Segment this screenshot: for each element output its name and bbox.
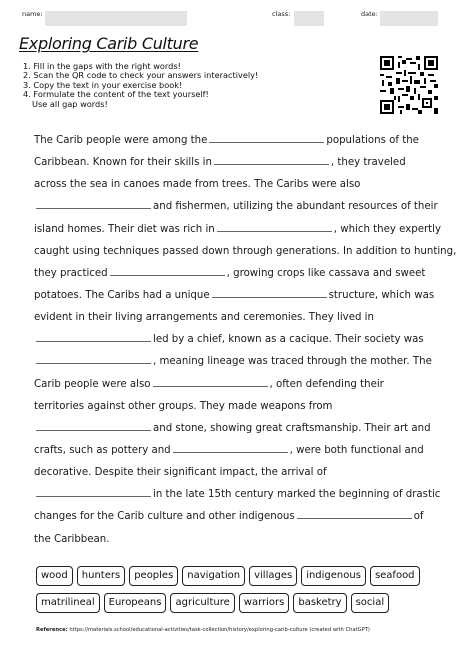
text-segment: in the late 15th century marked the beginning of drastic <box>153 489 441 501</box>
gap-blank[interactable] <box>217 222 332 232</box>
gap-blank[interactable] <box>36 199 151 209</box>
gap-blank[interactable] <box>153 377 268 387</box>
reference-text: https://materials.school/educational-activities/task-collection/history/exploring-carib-culture (created with ChatGPT) <box>69 627 370 633</box>
word-bank <box>36 566 436 620</box>
gap-blank[interactable] <box>214 155 329 165</box>
text-segment: populations of the <box>326 135 419 146</box>
word-chip[interactable]: matrilineal <box>36 593 100 613</box>
text-line <box>34 152 434 174</box>
word-bank-row-1 <box>36 566 436 586</box>
word-chip[interactable]: wood <box>36 566 73 586</box>
gap-blank[interactable] <box>36 487 151 497</box>
date-label: date: <box>361 10 378 18</box>
text-line <box>34 196 438 218</box>
text-segment: Caribbean. Known for their skills in <box>34 157 212 169</box>
text-line <box>34 374 434 396</box>
text-line <box>34 462 434 484</box>
text-line <box>34 174 434 196</box>
text-segment: decorative. Despite their significant impact, the arrival of <box>34 467 327 479</box>
text-segment: , growing crops like cassava and sweet <box>226 267 426 279</box>
word-chip[interactable]: villages <box>249 566 297 586</box>
text-line <box>34 506 434 528</box>
text-segment: , often defending their <box>269 378 384 390</box>
word-chip[interactable]: indigenous <box>301 566 366 586</box>
text-segment: island homes. Their diet was rich in <box>34 223 215 235</box>
word-chip[interactable]: peoples <box>129 566 178 586</box>
date-field[interactable] <box>380 11 438 26</box>
text-segment: they practiced <box>34 267 108 279</box>
reference-label: Reference: <box>36 627 68 633</box>
text-line <box>34 351 434 373</box>
text-segment: territories against other groups. They made weapons from <box>34 400 333 412</box>
class-label: class: <box>272 10 291 18</box>
text-line <box>34 307 434 329</box>
word-chip[interactable]: agriculture <box>170 593 234 613</box>
word-chip[interactable]: basketry <box>293 593 346 613</box>
qr-code-icon[interactable] <box>380 56 438 114</box>
text-segment: led by a chief, known as a cacique. Their society was <box>153 334 424 346</box>
gap-blank[interactable] <box>209 133 324 143</box>
instruction-1: 1. Fill in the gaps with the right words! <box>23 61 181 71</box>
word-chip[interactable]: social <box>351 593 390 613</box>
gap-blank[interactable] <box>110 266 225 276</box>
text-segment: across the sea in canoes made from trees. The Caribs were also <box>34 179 361 191</box>
name-label: name: <box>22 10 43 18</box>
text-segment: structure, which was <box>328 289 435 301</box>
gap-blank[interactable] <box>36 421 151 431</box>
instruction-2: 2. Scan the QR code to check your answers interactively! <box>23 70 259 81</box>
text-segment: and fishermen, utilizing the abundant resources of their <box>153 201 438 213</box>
text-segment: evident in their living arrangements and ceremonies. They lived in <box>34 312 374 324</box>
gap-blank[interactable] <box>297 509 412 519</box>
word-chip[interactable]: seafood <box>370 566 420 586</box>
gap-blank[interactable] <box>212 288 327 298</box>
instruction-4: 4. Formulate the content of the text yourself! <box>23 89 209 100</box>
text-segment: The Carib people were among the <box>34 135 208 146</box>
word-chip[interactable]: warriors <box>239 593 290 613</box>
text-segment: potatoes. The Caribs had a unique <box>34 289 210 301</box>
text-line <box>34 241 457 263</box>
word-chip[interactable]: Europeans <box>104 593 167 613</box>
text-segment: , they traveled <box>330 157 406 169</box>
text-segment: caught using techniques passed down through generations. In addition to hunting, <box>34 245 457 257</box>
gap-text <box>34 130 457 551</box>
word-bank-row-2 <box>36 593 436 613</box>
text-segment: and stone, showing great craftsmanship. Their art and <box>153 422 431 434</box>
text-line <box>34 285 434 307</box>
instruction-4-note: Use all gap words! <box>32 98 108 109</box>
text-segment: crafts, such as pottery and <box>34 444 171 456</box>
text-line <box>34 440 434 462</box>
text-line <box>34 418 434 440</box>
gap-blank[interactable] <box>173 443 288 453</box>
text-line <box>34 219 442 241</box>
text-line <box>34 396 434 418</box>
text-line <box>34 329 434 351</box>
text-segment: , were both functional and <box>289 444 424 456</box>
instructions <box>23 62 258 109</box>
text-segment: Carib people were also <box>34 378 151 390</box>
word-chip[interactable]: hunters <box>77 566 125 586</box>
text-line <box>34 529 434 551</box>
gap-blank[interactable] <box>36 354 151 364</box>
gap-blank[interactable] <box>36 332 151 342</box>
text-line <box>34 484 441 506</box>
text-segment: changes for the Carib culture and other indigenous <box>34 511 295 523</box>
reference <box>36 627 370 633</box>
text-segment: , meaning lineage was traced through the mother. The <box>153 356 432 368</box>
class-field[interactable] <box>294 11 324 26</box>
text-line <box>34 130 434 152</box>
page-title: Exploring Carib Culture <box>19 34 199 53</box>
text-line <box>34 263 434 285</box>
text-segment: , which they expertly <box>333 223 442 235</box>
instruction-3: 3. Copy the text in your exercise book! <box>23 79 183 90</box>
text-segment: of <box>413 511 424 523</box>
name-field[interactable] <box>45 11 187 26</box>
text-segment: the Caribbean. <box>34 533 110 545</box>
word-chip[interactable]: navigation <box>182 566 245 586</box>
